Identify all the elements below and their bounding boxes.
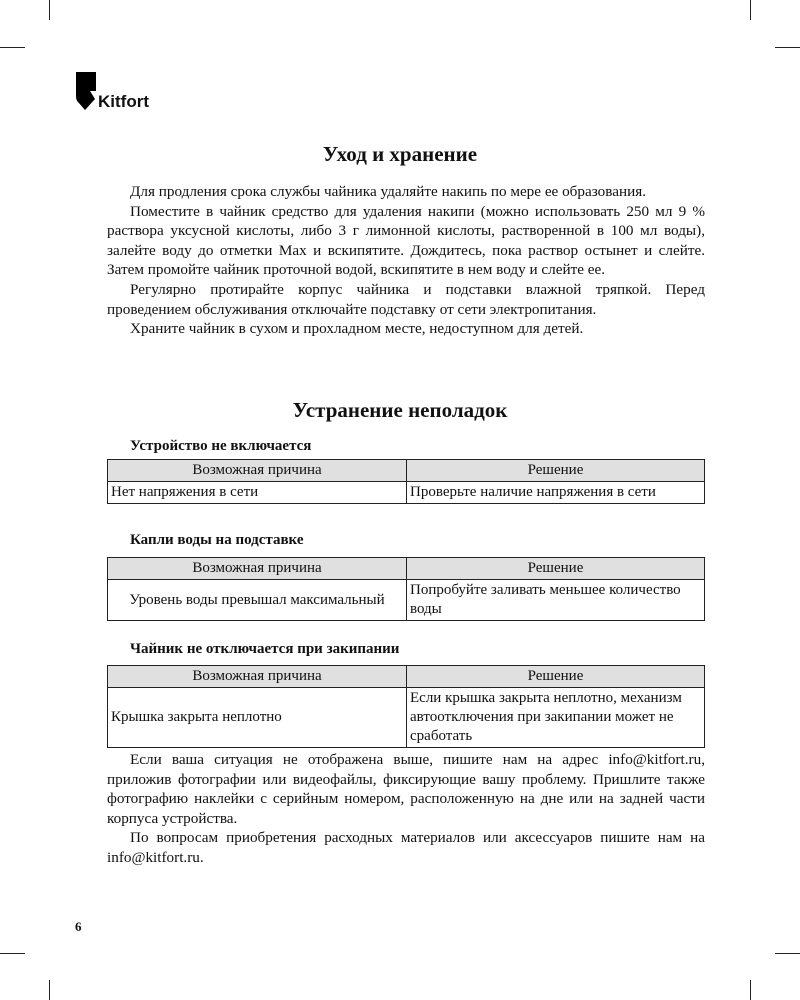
col-solution: Решение [407, 666, 705, 688]
troubleshooting-title: Устранение неполадок [292, 398, 508, 422]
col-solution: Решение [407, 558, 705, 580]
paragraph: Регулярно протирайте корпус чайника и подставки влажной тряпкой. Перед проведением обслуживания отключайте подставку от сети электропитания. [107, 280, 705, 318]
problem-title: Чайник не отключается при закипании [130, 641, 400, 657]
col-cause: Возможная причина [108, 558, 407, 580]
paragraph: Поместите в чайник средство для удаления накипи (можно использовать 250 мл 9 % раствора уксусной кислоты, либо 3 г лимонной кислоты, растворенной в 100 мл воды), залейте воду до отметки Max и вскипятите. Дождитесь, пока раствор остынет и слейте. Затем промойте чайник проточной водой, вскипятите в нем воду и слейте ее. [107, 202, 705, 279]
solution-cell: Проверьте наличие напряжения в сети [407, 482, 705, 504]
crop-mark [775, 47, 800, 48]
paragraph: Если ваша ситуация не отображена выше, пишите нам на адрес info@kitfort.ru, приложив фотографии или видеофайлы, фиксирующие вашу проблему. Пришлите также фотографию наклейки с серийным номером, расположенную на дне или на задней части корпуса устройства. [107, 751, 705, 827]
problem-title: Устройство не включается [130, 438, 312, 454]
kitfort-logo-icon [76, 72, 96, 110]
brand-name: Kitfort [98, 92, 149, 111]
cause-cell: Крышка закрыта неплотно [108, 688, 407, 748]
paragraph: По вопросам приобретения расходных материалов или аксессуаров пишите нам на info@kitfort.ru. [107, 829, 705, 866]
crop-mark [49, 0, 50, 20]
cause-cell: Уровень воды превышал максимальный [108, 580, 407, 621]
crop-mark [49, 980, 50, 1000]
care-title: Уход и хранение [322, 142, 478, 166]
crop-mark [0, 47, 25, 48]
cause-cell: Нет напряжения в сети [108, 482, 407, 504]
crop-mark [750, 980, 751, 1000]
col-solution: Решение [407, 460, 705, 482]
problem-table [107, 665, 705, 748]
paragraph: Для продления срока службы чайника удаляйте накипь по мере ее образования. [130, 183, 647, 200]
problem-table [107, 557, 705, 621]
paragraph: Храните чайник в сухом и прохладном месте, недоступном для детей. [130, 320, 584, 338]
col-cause: Возможная причина [108, 666, 407, 688]
col-cause: Возможная причина [108, 460, 407, 482]
solution-cell: Если крышка закрыта неплотно, механизм автоотключения при закипании может не сработать [407, 688, 705, 748]
brand-logo [76, 72, 149, 110]
problem-table [107, 459, 705, 504]
crop-mark [0, 953, 25, 954]
problem-title: Капли воды на подставке [130, 532, 304, 548]
crop-mark [750, 0, 751, 20]
crop-mark [775, 953, 800, 954]
page-number: 6 [75, 919, 82, 934]
solution-cell: Попробуйте заливать меньшее количество воды [407, 580, 705, 621]
care-text [107, 182, 705, 339]
contact-text [107, 750, 705, 868]
